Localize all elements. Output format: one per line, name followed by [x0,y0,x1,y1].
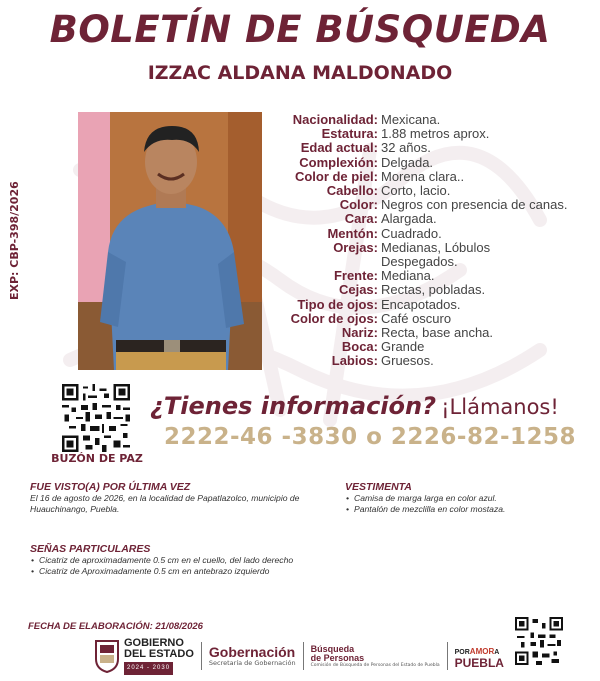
gob-line2: DEL ESTADO [124,647,194,660]
busqueda-line1: Búsqueda [310,643,355,654]
detail-value: Recta, base ancha. [381,325,494,341]
footer-qr-code[interactable] [515,617,563,665]
detail-row-cabello [268,184,568,198]
detail-row-color [268,198,568,212]
missing-person-photo [78,112,262,370]
detail-label: Frente: [333,268,378,284]
detail-value: Gruesos. [381,353,434,369]
detail-value: Rectas, pobladas. [381,282,486,298]
detail-row-cejas [268,283,568,297]
detail-row-color-ojos [268,312,568,326]
bulletin-title: BOLETÍN DE BÚSQUEDA [49,8,551,51]
detail-value: Morena clara.. [381,168,465,184]
elaboration-date: FECHA DE ELABORACIÓN: 21/08/2026 [28,621,203,632]
state-shield-logo [94,639,120,673]
mark-item: • Cicatriz de Aproximadamente 0.5 cm en antebrazo izquierdo [30,566,550,577]
gobierno-del-estado-logo [124,638,194,675]
gob-years: 2024 - 2030 [124,662,173,675]
detail-value: Grande [381,339,425,355]
puebla-text: PUEBLA [454,655,504,670]
divider [201,642,202,670]
physical-description [268,113,568,369]
clothing-title: VESTIMENTA [345,481,412,493]
detail-row-frente [268,269,568,283]
amor-text: AMOR [469,646,495,656]
detail-row-menton [268,227,568,241]
buzon-de-paz-label: BUZÓN DE PAZ [51,452,143,465]
detail-value: Mexicana. [381,112,441,127]
detail-row-nacionalidad [268,113,568,127]
detail-row-edad [268,141,568,155]
detail-value: Delgada. [381,154,434,170]
detail-label: Boca: [341,339,378,355]
footer-logos [94,636,514,676]
detail-value: Negros con presencia de canas. [381,197,568,213]
detail-label: Color: [339,197,378,213]
detail-label: Complexión: [299,154,378,170]
marks-title: SEÑAS PARTICULARES [30,543,151,555]
detail-label: Estatura: [321,126,378,142]
divider [303,642,304,670]
clothing-item: • Camisa de marga larga en color azul. [345,493,585,504]
detail-value: Café oscuro [381,310,452,326]
gob-line1: GOBIERNO [124,636,184,649]
detail-label: Nariz: [341,325,378,341]
detail-label: Cara: [344,211,378,227]
busqueda-line2: de Personas [310,652,365,663]
contact-prompt [150,392,590,420]
detail-value: Corto, lacio. [381,183,451,199]
detail-label: Color de piel: [294,168,378,184]
a-text: A [494,648,500,656]
missing-person-name: IZZAC ALDANA MALDONADO [147,62,453,84]
last-seen-section [30,481,330,515]
detail-value: Alargada. [381,211,437,227]
last-seen-text: El 16 de agosto de 2026, en la localidad de Papatlazolco, municipio de Huauchinango, Puebla. [30,493,300,514]
detail-label: Orejas: [333,239,378,255]
detail-label: Mentón: [327,225,378,241]
detail-label: Color de ojos: [290,310,378,326]
detail-value: Mediana. [381,268,435,284]
por-amor-a-puebla-logo [455,645,504,668]
detail-label: Labios: [331,353,378,369]
por-text: POR [454,648,470,656]
detail-label: Nacionalidad: [292,112,378,127]
detail-label: Edad actual: [300,140,378,156]
detail-value: 1.88 metros aprox. [381,126,490,142]
distinguishing-marks-section [30,543,550,577]
detail-row-labios [268,354,568,368]
info-question: ¿Tienes información? [150,392,437,420]
detail-row-estatura [268,127,568,141]
buzon-qr-code[interactable] [62,384,130,452]
clothing-section [345,481,585,515]
detail-label: Cabello: [326,183,378,199]
last-seen-title: FUE VISTO(A) POR ÚLTIMA VEZ [30,481,191,493]
detail-row-tipo-ojos [268,298,568,312]
detail-row-cara [268,212,568,226]
detail-label: Cejas: [338,282,378,298]
detail-value: Medianas, Lóbulos Despegados. [381,239,491,270]
gobernacion-title: Gobernación [208,644,296,660]
detail-value: Encapotados. [381,296,461,312]
clothing-item: • Pantalón de mezclilla en color mostaza. [345,504,585,515]
detail-value: 32 años. [381,140,431,156]
detail-row-orejas [268,241,568,269]
busqueda-subtitle: Comisión de Búsqueda de Personas del Estado de Puebla [310,662,440,668]
expediente-number: EXP: CBP-398/2026 [8,181,21,300]
call-us: ¡Llámanos! [441,395,559,419]
detail-row-nariz [268,326,568,340]
divider [447,642,448,670]
busqueda-logo [311,645,440,668]
detail-row-complexion [268,156,568,170]
gobernacion-logo [209,645,296,667]
detail-row-color-piel [268,170,568,184]
mark-item: • Cicatriz de aproximadamente 0.5 cm en el cuello, del lado derecho [30,555,550,566]
detail-value: Cuadrado. [381,225,442,241]
detail-row-boca [268,340,568,354]
gobernacion-subtitle: Secretaría de Gobernación [208,659,296,667]
detail-label: Tipo de ojos: [297,296,378,312]
phone-numbers[interactable]: 2222-46 -3830 o 2226-82-1258 [163,424,577,450]
